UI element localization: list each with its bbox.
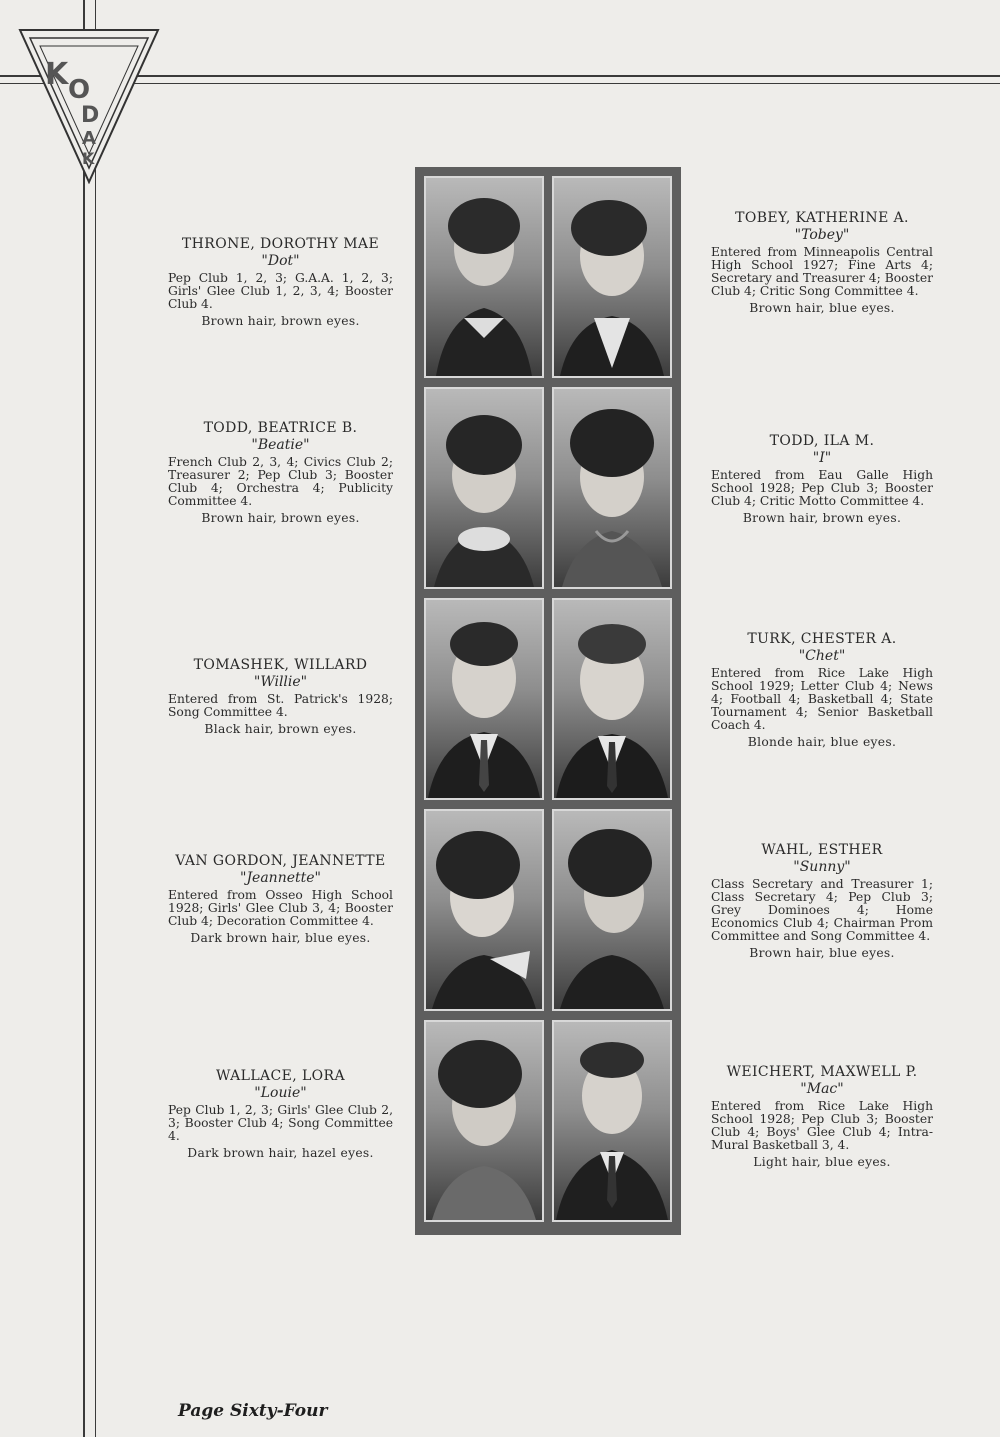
student-nickname: "Willie" xyxy=(253,674,308,690)
student-description: Light hair, blue eyes. xyxy=(753,1155,891,1169)
student-description: Brown hair, brown eyes. xyxy=(201,511,360,525)
student-entry xyxy=(168,853,393,945)
student-activities: Entered from Rice Lake High School 1929; Letter Club 4; News 4; Football 4; Basketball 4; State Tournament 4; Senior Basketball Coach 4. xyxy=(711,666,933,732)
frame-line-vertical xyxy=(83,0,85,1437)
student-entry xyxy=(711,1064,933,1169)
portrait-photo xyxy=(552,809,672,1011)
student-nickname: "I" xyxy=(812,450,832,466)
student-activities: Pep Club 1, 2, 3; Girls' Glee Club 2, 3; Booster Club 4; Song Committee 4. xyxy=(168,1103,393,1143)
portrait-photo xyxy=(424,809,544,1011)
student-entry xyxy=(168,1068,393,1160)
portrait-photo xyxy=(552,1020,672,1222)
student-name: TODD, BEATRICE B. xyxy=(203,420,358,436)
student-nickname: "Jeannette" xyxy=(240,870,321,886)
student-entry xyxy=(711,631,933,749)
student-nickname: "Chet" xyxy=(798,648,846,664)
student-entry xyxy=(711,210,933,315)
portrait-photo xyxy=(424,387,544,589)
student-nickname: "Beatie" xyxy=(251,437,310,453)
student-activities: Entered from Osseo High School 1928; Girls' Glee Club 3, 4; Booster Club 4; Decoration Committee 4. xyxy=(168,888,393,928)
page-number-label: Page Sixty-Four xyxy=(178,1401,328,1421)
student-activities: Entered from Eau Galle High School 1928; Pep Club 3; Booster Club 4; Critic Motto Committee 4. xyxy=(711,468,933,508)
svg-text:K: K xyxy=(45,57,69,92)
student-name: TODD, ILA M. xyxy=(769,433,875,449)
student-name: WALLACE, LORA xyxy=(216,1068,345,1084)
student-name: THRONE, DOROTHY MAE xyxy=(181,236,380,252)
student-entry xyxy=(168,657,393,736)
svg-text:A: A xyxy=(82,128,96,149)
student-entry xyxy=(168,236,393,328)
student-entry xyxy=(168,420,393,525)
student-name: TOBEY, KATHERINE A. xyxy=(735,210,909,226)
kodak-logo xyxy=(18,22,160,184)
student-description: Dark brown hair, blue eyes. xyxy=(190,931,371,945)
student-name: WAHL, ESTHER xyxy=(761,842,883,858)
student-activities: Class Secretary and Treasurer 1; Class Secretary 4; Pep Club 3; Grey Dominoes 4; Home Economics Club 4; Chairman Prom Committee and Song Committee 4. xyxy=(711,877,933,943)
student-nickname: "Mac" xyxy=(800,1081,844,1097)
photo-strip xyxy=(415,167,681,1235)
student-name: TURK, CHESTER A. xyxy=(747,631,897,647)
student-activities: Entered from Rice Lake High School 1928; Pep Club 3; Booster Club 4; Boys' Glee Club 4; Intra-Mural Basketball 3, 4. xyxy=(711,1099,933,1152)
student-nickname: "Louie" xyxy=(254,1085,307,1101)
student-name: VAN GORDON, JEANNETTE xyxy=(175,853,386,869)
student-description: Brown hair, blue eyes. xyxy=(749,301,895,315)
svg-text:D: D xyxy=(81,103,100,128)
portrait-photo xyxy=(424,1020,544,1222)
svg-text:K: K xyxy=(82,149,95,168)
student-description: Blonde hair, blue eyes. xyxy=(747,735,897,749)
student-nickname: "Tobey" xyxy=(794,227,850,243)
student-nickname: "Sunny" xyxy=(793,859,851,875)
student-activities: French Club 2, 3, 4; Civics Club 2; Treasurer 2; Pep Club 3; Booster Club 4; Orchestra 4; Publicity Committee 4. xyxy=(168,455,393,508)
student-activities: Pep Club 1, 2, 3; G.A.A. 1, 2, 3; Girls' Glee Club 1, 2, 3, 4; Booster Club 4. xyxy=(168,271,393,311)
student-description: Black hair, brown eyes. xyxy=(204,722,357,736)
svg-text:O: O xyxy=(68,75,91,105)
student-name: WEICHERT, MAXWELL P. xyxy=(726,1064,918,1080)
student-activities: Entered from St. Patrick's 1928; Song Committee 4. xyxy=(168,692,393,719)
student-activities: Entered from Minneapolis Central High School 1927; Fine Arts 4; Secretary and Treasurer 4; Booster Club 4; Critic Song Committee 4. xyxy=(711,245,933,298)
portrait-photo xyxy=(424,598,544,800)
student-entry xyxy=(711,433,933,525)
student-name: TOMASHEK, WILLARD xyxy=(193,657,368,673)
student-entry xyxy=(711,842,933,960)
portrait-photo xyxy=(552,598,672,800)
student-description: Dark brown hair, hazel eyes. xyxy=(187,1146,374,1160)
portrait-photo xyxy=(424,176,544,378)
frame-line-vertical xyxy=(95,0,96,1437)
student-description: Brown hair, brown eyes. xyxy=(742,511,902,525)
student-description: Brown hair, blue eyes. xyxy=(749,946,895,960)
student-description: Brown hair, brown eyes. xyxy=(201,314,360,328)
portrait-photo xyxy=(552,176,672,378)
portrait-photo xyxy=(552,387,672,589)
student-nickname: "Dot" xyxy=(261,253,300,269)
